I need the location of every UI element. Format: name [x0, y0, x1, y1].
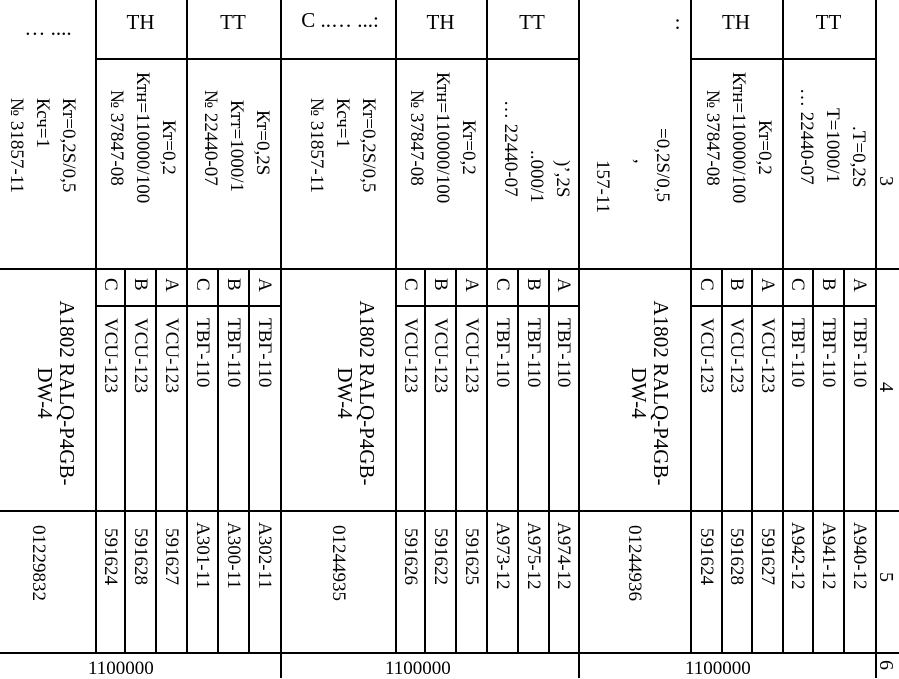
tn-phase-c: C — [100, 278, 121, 291]
header-tn-1: ТН — [126, 10, 155, 34]
tn-param-kt: Кт=0,2 — [458, 120, 479, 175]
tt-serial-c: A973-12 — [492, 522, 513, 590]
tt-phase-b: B — [523, 278, 544, 291]
vline-b3-tn-sub2 — [751, 268, 753, 652]
tt-model-a: ТВГ-110 — [553, 318, 574, 388]
tt-model-c: ТВГ-110 — [192, 318, 213, 388]
tn-param-ktn: Ктн=110000/100 — [728, 72, 749, 204]
tt-phase-b: B — [818, 278, 839, 291]
meter-model-line2: DW-4 — [32, 367, 57, 419]
tn-model-b: VCU-123 — [726, 318, 747, 393]
meter-param-kt: Кт=0,2S/0,5 — [358, 98, 379, 193]
tn-param-kt: Кт=0,2 — [158, 120, 179, 175]
header-tn-3: ТН — [722, 10, 750, 34]
meter-model — [34, 278, 78, 508]
tt-phase-a: A — [553, 278, 574, 292]
meter-model-line1: A1802 RALQ-P4GB- — [355, 300, 379, 486]
meter-serial: 01244935 — [328, 525, 349, 601]
tt-phase-c: C — [192, 278, 213, 291]
meter-model-line1: A1802 RALQ-P4GB- — [649, 300, 673, 486]
tt-model-c: ТВГ-110 — [492, 318, 513, 388]
tn-param-ktn: Ктн=110000/100 — [432, 72, 453, 204]
meter-param-number: № 31857-11 — [6, 98, 27, 193]
tn-phase-c: C — [400, 278, 421, 291]
tn-model-b: VCU-123 — [430, 318, 451, 393]
meter-serial: 01244936 — [624, 525, 645, 601]
meter-param-ksch: Ксч=1 — [32, 98, 53, 149]
tt-model-b: ТВГ-110 — [523, 318, 544, 388]
tt-model-b: ТВГ-110 — [818, 318, 839, 388]
tn-serial-b: 591622 — [430, 528, 451, 585]
tt-serial-b: A300-11 — [223, 522, 244, 589]
tt-phase-b: B — [223, 278, 244, 291]
header-tt-3: ТТ — [815, 10, 842, 34]
tt-model-a: ТВГ-110 — [849, 318, 870, 388]
tn-phase-b: B — [130, 278, 151, 291]
tn-serial-a: 591627 — [757, 528, 778, 585]
tn-phase-a: A — [757, 278, 778, 292]
vline-b2-tt-sub2 — [548, 268, 550, 652]
tn-serial-a: 591625 — [461, 528, 482, 585]
tt-model-c: ТВГ-110 — [787, 318, 808, 388]
meter-model-line1: A1802 RALQ-P4GB- — [55, 300, 79, 486]
tn-param-ktn: Ктн=110000/100 — [132, 72, 153, 204]
meter-param-ksch: ’ — [620, 158, 641, 165]
tn-serial-c: 591624 — [100, 528, 121, 585]
tn-model-c: VCU-123 — [400, 318, 421, 393]
tn-param-number: № 37847-08 — [106, 90, 127, 186]
tt-param-ktt: ..000/1 — [526, 150, 547, 203]
vline-b3-tt-sub2 — [843, 268, 845, 652]
row-number-4: 4 — [875, 382, 897, 392]
vline-b1-left — [95, 0, 97, 652]
tn-model-b: VCU-123 — [130, 318, 151, 393]
hline-models-bottom — [0, 510, 899, 512]
meter-model-line2: DW-4 — [626, 367, 651, 419]
tn-serial-c: 591624 — [696, 528, 717, 585]
header-right-partial: : — [674, 10, 681, 34]
tt-serial-a: A302-11 — [254, 522, 275, 589]
tt-serial-c: A301-11 — [192, 522, 213, 589]
meter-param-number: 157-11 — [592, 160, 613, 214]
tn-phase-a: A — [461, 278, 482, 292]
hline-header-bottom — [95, 58, 395, 60]
tt-serial-a: A974-12 — [553, 522, 574, 590]
tt-phase-a: A — [254, 278, 275, 292]
tt-model-b: ТВГ-110 — [223, 318, 244, 388]
hline-serials-bottom — [0, 652, 899, 654]
tt-phase-c: C — [492, 278, 513, 291]
tn-param-kt: Кт=0,2 — [754, 120, 775, 175]
tn-serial-a: 591627 — [161, 528, 182, 585]
meter-model — [628, 278, 672, 508]
meter-param-kt: =0,2S/0,5 — [652, 128, 673, 203]
tn-model-a: VCU-123 — [161, 318, 182, 393]
tt-param-number: № 22440-07 — [200, 90, 221, 186]
row-number-5: 5 — [875, 572, 897, 582]
tn-model-c: VCU-123 — [100, 318, 121, 393]
tt-param-kt: )’,2S — [552, 160, 573, 198]
meter-model — [334, 278, 378, 508]
tt-param-ktt: Т=1000/1 — [822, 108, 843, 184]
header-mid-partial: С ..… ...: — [301, 8, 379, 32]
total-value: 1100000 — [385, 658, 451, 679]
tt-param-kt: .Т=0,2S — [848, 126, 869, 188]
vline-b1-tt-sub2 — [248, 268, 250, 652]
header-left-partial: … .... — [24, 16, 72, 40]
vline-b3-tn-tt — [782, 0, 784, 652]
total-value: 1100000 — [685, 658, 751, 679]
header-tn-2: ТН — [426, 10, 455, 34]
vline-b2-tn-tt — [486, 0, 488, 652]
tn-param-number: № 37847-08 — [702, 90, 723, 186]
tn-model-c: VCU-123 — [696, 318, 717, 393]
tn-phase-a: A — [161, 278, 182, 292]
tn-serial-b: 591628 — [130, 528, 151, 585]
meter-param-ksch: Ксч=1 — [332, 98, 353, 149]
hline-params-bottom — [0, 268, 899, 270]
tn-model-a: VCU-123 — [461, 318, 482, 393]
tn-serial-b: 591628 — [726, 528, 747, 585]
tt-model-a: ТВГ-110 — [254, 318, 275, 388]
meter-param-number: № 31857-11 — [306, 98, 327, 193]
tt-phase-a: A — [849, 278, 870, 292]
tt-param-ktt: Ктт=1000/1 — [226, 100, 247, 193]
vline-b2-tt-sub1 — [517, 268, 519, 652]
tn-phase-c: C — [696, 278, 717, 291]
tn-phase-b: B — [726, 278, 747, 291]
tn-param-number: № 37847-08 — [406, 90, 427, 186]
vline-b2-left — [395, 0, 397, 652]
tt-phase-c: C — [787, 278, 808, 291]
tt-param-number: … 22440-07 — [500, 100, 521, 197]
vline-b1-tn-tt — [186, 0, 188, 652]
vline-b1-tt-sub1 — [217, 268, 219, 652]
meter-model-line2: DW-4 — [332, 367, 357, 419]
tt-serial-b: A941-12 — [818, 522, 839, 590]
vline-b3-tn-sub1 — [721, 268, 723, 652]
tt-serial-c: A942-12 — [787, 522, 808, 590]
vline-b1-tn-sub1 — [124, 268, 126, 652]
meter-param-kt: Кт=0,2S/0,5 — [58, 98, 79, 193]
tn-serial-c: 591626 — [400, 528, 421, 585]
tt-serial-a: A940-12 — [849, 522, 870, 590]
total-value: 1100000 — [88, 658, 154, 679]
row-number-3: 3 — [875, 176, 897, 186]
row-number-6: 6 — [875, 660, 897, 670]
meter-serial: 01229832 — [28, 525, 49, 601]
vline-b2-tn-sub2 — [455, 268, 457, 652]
vline-b1-right — [280, 0, 282, 678]
header-tt-1: ТТ — [220, 10, 246, 34]
tt-param-kt: Кт=0,2S — [252, 110, 273, 176]
vline-b2-tn-sub1 — [424, 268, 426, 652]
tn-model-a: VCU-123 — [757, 318, 778, 393]
tn-phase-b: B — [430, 278, 451, 291]
header-tt-2: ТТ — [519, 10, 545, 34]
vline-b2-right — [578, 0, 580, 678]
vline-b1-tn-sub2 — [155, 268, 157, 652]
vline-b3-left — [690, 0, 692, 652]
tt-param-number: … 22440-07 — [796, 88, 817, 185]
tt-serial-b: A975-12 — [523, 522, 544, 590]
vline-b3-tt-sub1 — [812, 268, 814, 652]
